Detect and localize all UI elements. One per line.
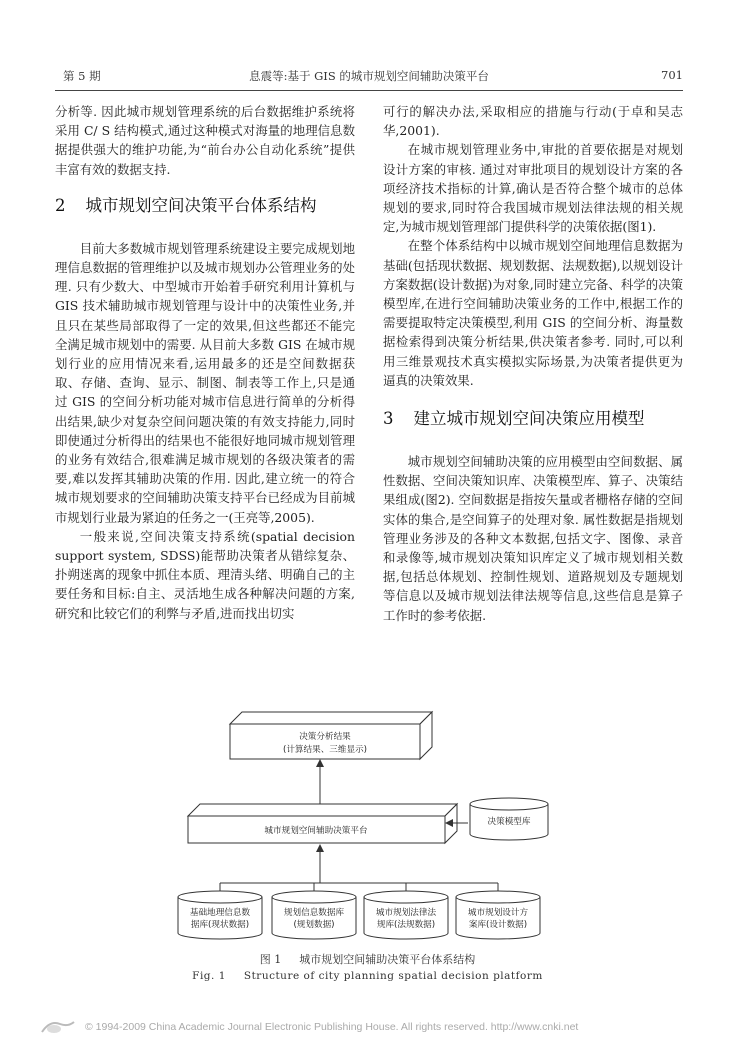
db3-line2: 规库(法规数据) bbox=[376, 920, 436, 930]
figure-caption-cn bbox=[0, 951, 735, 967]
running-header bbox=[55, 68, 683, 88]
header-rule bbox=[55, 90, 683, 91]
db1-line2: 据库(现状数据) bbox=[190, 920, 250, 930]
caption-text: Structure of city planning spatial decision platform bbox=[243, 970, 543, 982]
footer bbox=[40, 1018, 720, 1038]
paragraph: 在城市规划管理业务中,审批的首要依据是对规划设计方案的审核. 通过对审批项目的规划设计方案的各项经济技术指标的计算,确认是否符合整个城市的总体规划的要求,同时符合我国城市规划法律法规的相关规定,为城市规划管理部门提供科学的决策依据(图1). bbox=[383, 142, 683, 235]
right-column bbox=[383, 102, 683, 625]
model-db-label: 决策模型库 bbox=[487, 817, 531, 827]
running-title: 息震等:基于 GIS 的城市规划空间辅助决策平台 bbox=[249, 69, 489, 83]
paragraph: 城市规划空间辅助决策的应用模型由空间数据、属性数据、空间决策知识库、决策模型库、算子、决策结果组成(图2). 空间数据是指按矢量或者栅格存储的空间实体的集合,是空间算子的处理对象. 属性数据是指规划管理业务涉及的各种文本数据,包括文字、图像、录音和录像等,城市规划决策知识库定义了城市规划相关数据,包括总体规划、控制性规划、道路规划及专题规划等信息以及城市规划法律法规等信息,这些信息是算子工作时的参考依据. bbox=[383, 454, 683, 623]
section-title: 建立城市规划空间决策应用模型 bbox=[413, 409, 645, 429]
publisher-logo-icon bbox=[40, 1018, 76, 1036]
db-cylinder-planning bbox=[272, 891, 356, 939]
db4-line1: 城市规划设计方 bbox=[467, 908, 529, 918]
db1-line1: 基础地理信息数 bbox=[189, 908, 251, 918]
issue-label: 第 5 期 bbox=[63, 69, 101, 83]
result-box-line2: (计算结果、三维显示) bbox=[282, 745, 368, 755]
section-number: 2 bbox=[55, 195, 66, 215]
paragraph: 在整个体系结构中以城市规划空间地理信息数据为基础(包括现状数据、规划数据、法规数据),以规划设计方案数据(设计数据)为对象,同时建立完备、科学的决策模型库,在进行空间辅助决策业务的工作中,根据工作的需要提取特定决策模型,利用 GIS 的空间分析、海量数据检索得到决策分析结果,供决策者参考. 同时,可以利用三维景观技术真实模拟实际场景,为决策者提供更为逼真的决策效果. bbox=[383, 238, 683, 388]
caption-label: 图 1 bbox=[259, 953, 282, 966]
caption-text: 城市规划空间辅助决策平台体系结构 bbox=[299, 953, 476, 966]
section-heading bbox=[383, 408, 683, 430]
figure-caption-en bbox=[0, 970, 735, 982]
page-number: 701 bbox=[661, 68, 683, 82]
result-box bbox=[230, 712, 432, 759]
db4-line2: 案库(设计数据) bbox=[468, 920, 528, 930]
paragraph: 分析等. 因此城市规划管理系统的后台数据维护系统将采用 C/ S 结构模式,通过这种模式对海量的地理信息数据提供强大的维护功能,为“前台办公自动化系统”提供丰富有效的数据支持. bbox=[55, 104, 355, 177]
paragraph: 目前大多数城市规划管理系统建设主要完成规划地理信息数据的管理维护以及城市规划办公管理业务的处理. 只有少数大、中型城市开始着手研究利用计算机与 GIS 技术辅助城市规划管理与设计中的决策性业务,并且只在某些局部取得了一定的效果,但这些都还不能完全满足城市规划中的需要. 从目前大多数 GIS 在城市规划行业的应用情况来看,运用最多的还是空间数据获取、存储、查询、显示、制图、制表等工作上,只是通过 GIS 的空间分析功能对城市信息进行简单的分析得出结果,缺少对复杂空间问题决策的有效支持能力,同时即使通过分析得出的结果也不能很好地同城市规划管理的业务有效结合,很难满足城市规划的各级决策者的需要,难以发挥其辅助决策的作用. 因此,建立统一的符合城市规划要求的空间辅助决策支持平台已经成为目前城市规划行业最为紧迫的任务之一(王亮等,2005). bbox=[55, 240, 355, 525]
db2-line1: 规划信息数据库 bbox=[283, 908, 345, 918]
paragraph: 可行的解决办法,采取相应的措施与行动(于卓和吴志华,2001). bbox=[383, 104, 683, 139]
db-cylinder-design bbox=[456, 891, 540, 939]
section-heading bbox=[55, 195, 355, 217]
db-cylinder-law bbox=[364, 891, 448, 939]
db2-line2: (规划数据) bbox=[293, 920, 335, 930]
caption-label: Fig. 1 bbox=[192, 970, 226, 982]
copyright-text: © 1994-2009 China Academic Journal Electronic Publishing House. All rights reserved. http://www.cnki.net bbox=[85, 1021, 579, 1033]
db-cylinder-base bbox=[178, 891, 262, 939]
figure-diagram bbox=[170, 707, 570, 942]
platform-box bbox=[188, 804, 457, 843]
platform-box-label: 城市规划空间辅助决策平台 bbox=[264, 826, 368, 836]
result-box-line1: 决策分析结果 bbox=[299, 732, 351, 742]
paragraph: 一般来说,空间决策支持系统(spatial decision support system, SDSS)能帮助决策者从错综复杂、扑朔迷离的现象中抓住本质、理清头绪、明确自己的主要任务和目标:自主、灵活地生成各种解决问题的方案,研究和比较它们的利弊与矛盾,进而找出切实 bbox=[55, 528, 355, 621]
db3-line1: 城市规划法律法 bbox=[375, 908, 437, 918]
left-column bbox=[55, 102, 355, 623]
model-db-cylinder bbox=[470, 798, 548, 840]
section-number: 3 bbox=[383, 409, 394, 429]
section-title: 城市规划空间决策平台体系结构 bbox=[85, 195, 317, 215]
